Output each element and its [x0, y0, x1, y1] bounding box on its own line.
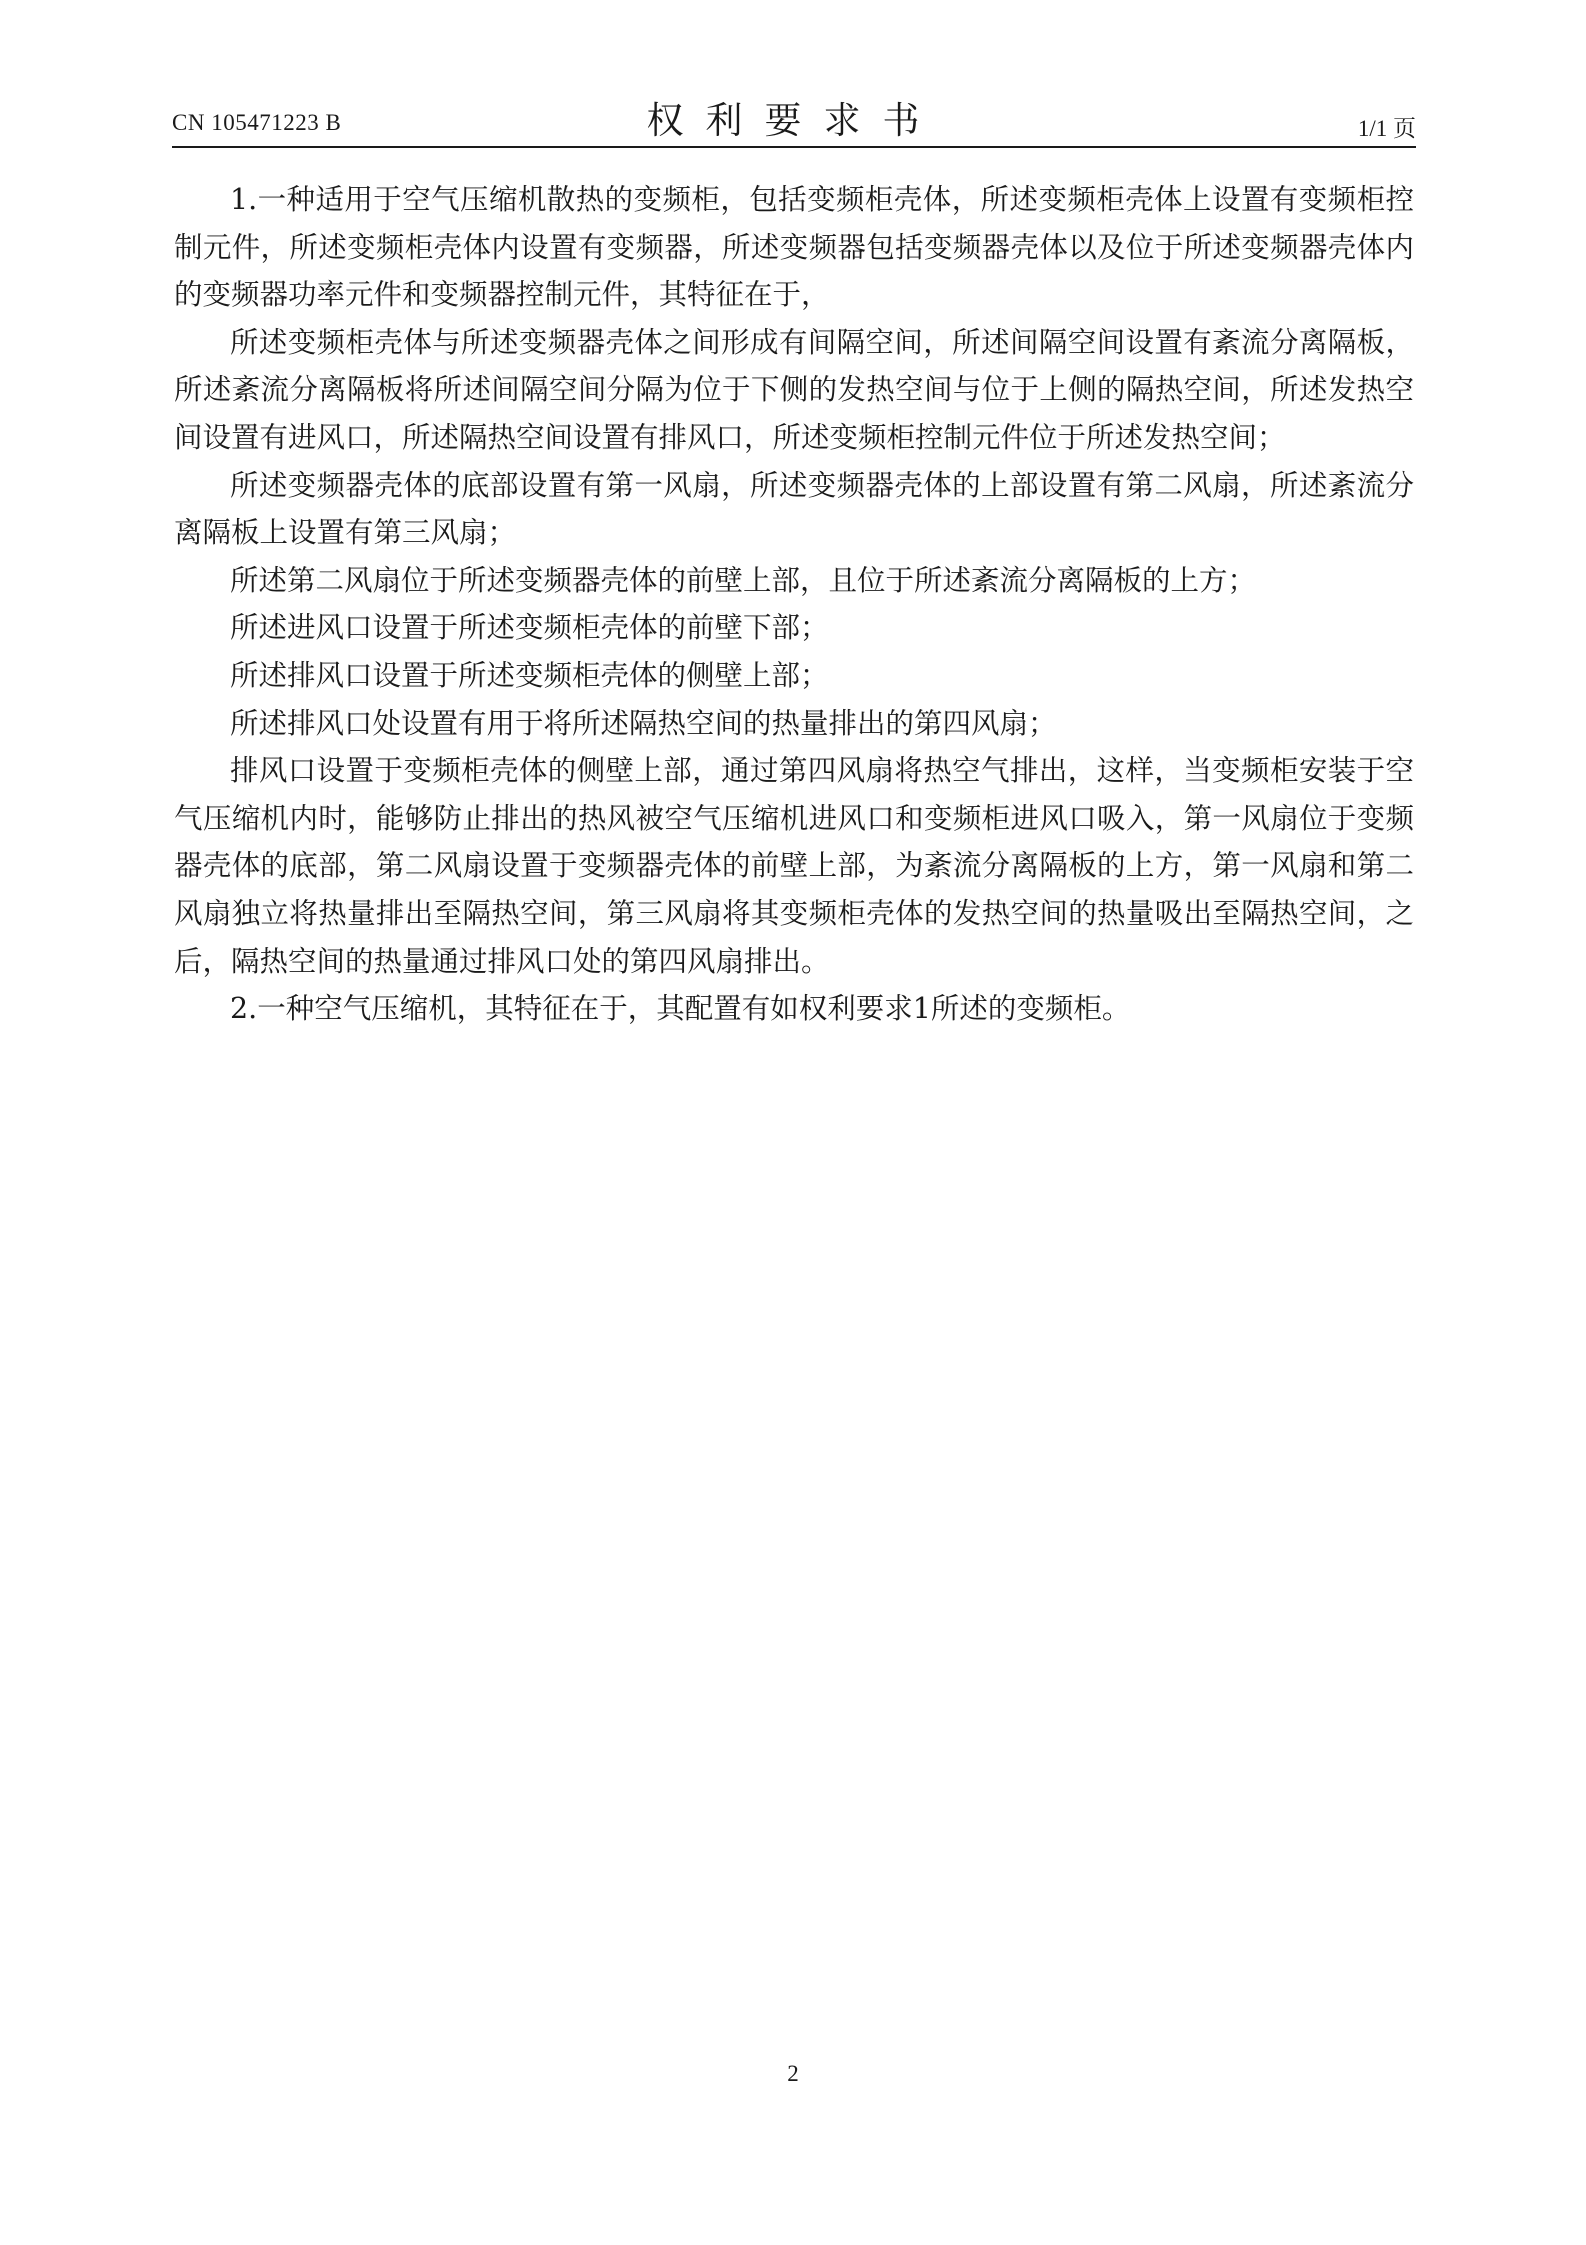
claim-paragraph: 所述进风口设置于所述变频柜壳体的前壁下部；	[230, 611, 829, 645]
claim-paragraph: 排风口设置于变频柜壳体的侧壁上部，通过第四风扇将热空气排出，这样，当变频柜安装于空气压缩机内时，能够防止排出的热风被空气压缩机进风口和变频柜进风口吸入，第一风扇位于变频器壳体的底部，第二风扇设置于变频器壳体的前壁上部，为紊流分离隔板的上方，第一风扇和第二风扇独立将热量排出至隔热空间，第三风扇将其变频柜壳体的发热空间的热量吸出至隔热空间，之后，隔热空间的热量通过排风口处的第四风扇排出。	[174, 754, 1414, 978]
claims-body	[174, 176, 1414, 1033]
claim-paragraph: 2.一种空气压缩机，其特征在于，其配置有如权利要求1所述的变频柜。	[230, 992, 1131, 1026]
claim-paragraph: 1.一种适用于空气压缩机散热的变频柜，包括变频柜壳体，所述变频柜壳体上设置有变频柜控制元件，所述变频柜壳体内设置有变频器，所述变频器包括变频器壳体以及位于所述变频器壳体内的变频器功率元件和变频器控制元件，其特征在于，	[174, 183, 1414, 312]
page-count: 1/1 页	[1357, 116, 1416, 141]
claim-paragraph: 所述第二风扇位于所述变频器壳体的前壁上部，且位于所述紊流分离隔板的上方；	[230, 563, 1257, 597]
claim-paragraph: 所述变频柜壳体与所述变频器壳体之间形成有间隔空间，所述间隔空间设置有紊流分离隔板，所述紊流分离隔板将所述间隔空间分隔为位于下侧的发热空间与位于上侧的隔热空间，所述发热空间设置有进风口，所述隔热空间设置有排风口，所述变频柜控制元件位于所述发热空间；	[174, 325, 1414, 454]
header-divider	[172, 146, 1416, 148]
page-number: 2	[787, 2061, 799, 2086]
document-title: 权利要求书	[646, 99, 942, 142]
claim-paragraph: 所述排风口设置于所述变频柜壳体的侧壁上部；	[230, 658, 829, 692]
patent-number: CN 105471223 B	[172, 110, 342, 135]
page-header	[172, 88, 1416, 144]
claim-paragraph: 所述变频器壳体的底部设置有第一风扇，所述变频器壳体的上部设置有第二风扇，所述紊流分离隔板上设置有第三风扇；	[174, 468, 1414, 550]
claim-paragraph: 所述排风口处设置有用于将所述隔热空间的热量排出的第四风扇；	[230, 706, 1057, 740]
